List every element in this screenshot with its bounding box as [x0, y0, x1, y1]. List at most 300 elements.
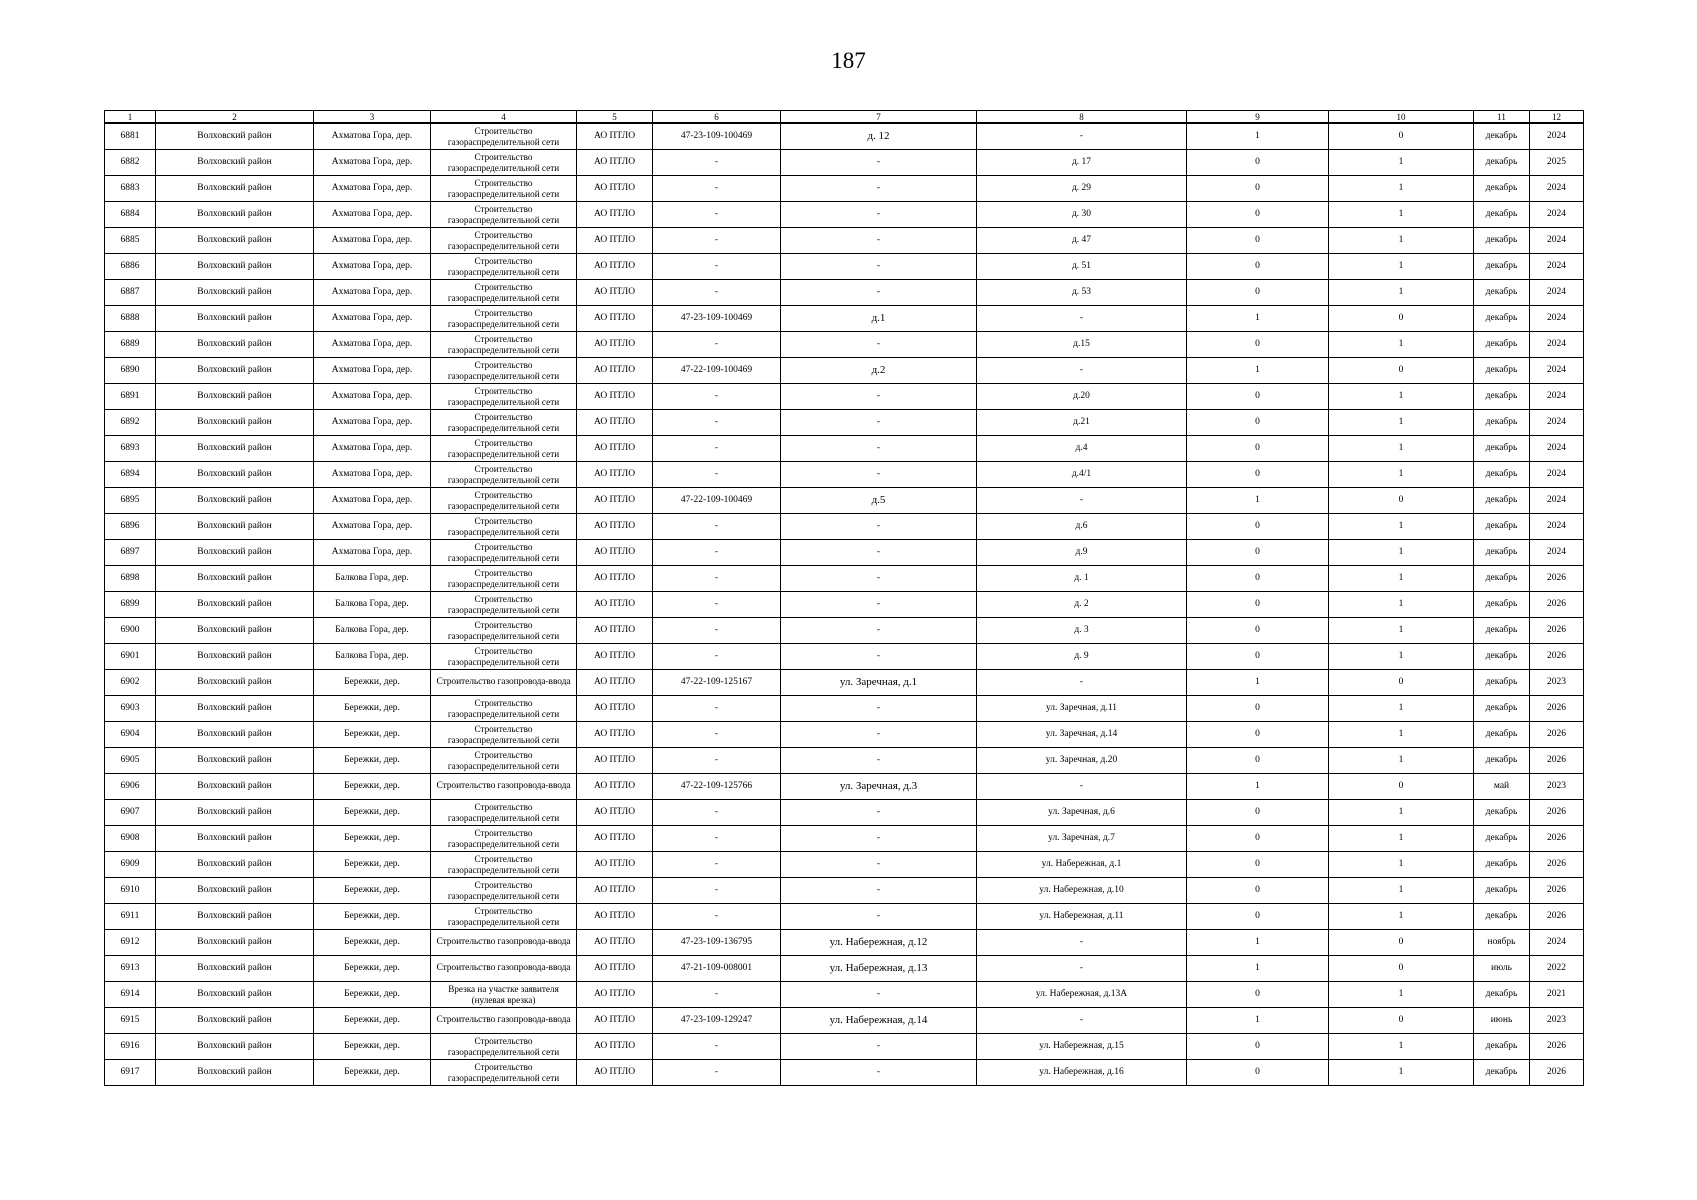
address-existing-cell: -: [781, 852, 977, 878]
column-number-9: 9: [1187, 111, 1329, 124]
organization-cell: АО ПТЛО: [577, 488, 653, 514]
month-cell: декабрь: [1474, 982, 1530, 1008]
address-existing-cell: ул. Набережная, д.14: [781, 1008, 977, 1034]
month-cell: декабрь: [1474, 540, 1530, 566]
application-number-cell: -: [653, 384, 781, 410]
address-existing-cell: ул. Заречная, д.3: [781, 774, 977, 800]
count-planned-cell: 1: [1329, 228, 1474, 254]
settlement-cell: Ахматова Гора, дер.: [314, 384, 431, 410]
district-cell: Волховский район: [156, 748, 314, 774]
address-planned-cell: д.6: [977, 514, 1187, 540]
count-planned-cell: 1: [1329, 540, 1474, 566]
row-number-cell: 6914: [105, 982, 156, 1008]
year-cell: 2024: [1530, 280, 1584, 306]
district-cell: Волховский район: [156, 826, 314, 852]
count-planned-cell: 1: [1329, 982, 1474, 1008]
year-cell: 2026: [1530, 592, 1584, 618]
row-number-cell: 6882: [105, 150, 156, 176]
count-planned-cell: 1: [1329, 618, 1474, 644]
district-cell: Волховский район: [156, 722, 314, 748]
organization-cell: АО ПТЛО: [577, 540, 653, 566]
address-existing-cell: -: [781, 592, 977, 618]
application-number-cell: -: [653, 1060, 781, 1086]
address-existing-cell: -: [781, 800, 977, 826]
count-planned-cell: 0: [1329, 670, 1474, 696]
count-planned-cell: 1: [1329, 722, 1474, 748]
table-row: [105, 358, 1584, 384]
table-row: [105, 774, 1584, 800]
district-cell: Волховский район: [156, 696, 314, 722]
work-type-cell: Строительство газораспределительной сети: [431, 488, 577, 514]
count-existing-cell: 0: [1187, 644, 1329, 670]
table-row: [105, 280, 1584, 306]
table-row: [105, 1008, 1584, 1034]
district-cell: Волховский район: [156, 358, 314, 384]
address-planned-cell: -: [977, 774, 1187, 800]
count-planned-cell: 1: [1329, 384, 1474, 410]
organization-cell: АО ПТЛО: [577, 1060, 653, 1086]
organization-cell: АО ПТЛО: [577, 644, 653, 670]
count-existing-cell: 0: [1187, 748, 1329, 774]
row-number-cell: 6908: [105, 826, 156, 852]
table-row: [105, 904, 1584, 930]
address-planned-cell: ул. Набережная, д.13А: [977, 982, 1187, 1008]
month-cell: декабрь: [1474, 436, 1530, 462]
year-cell: 2026: [1530, 618, 1584, 644]
row-number-cell: 6915: [105, 1008, 156, 1034]
district-cell: Волховский район: [156, 540, 314, 566]
settlement-cell: Бережки, дер.: [314, 956, 431, 982]
table-row: [105, 826, 1584, 852]
address-planned-cell: -: [977, 930, 1187, 956]
work-type-cell: Строительство газопровода-ввода: [431, 1008, 577, 1034]
work-type-cell: Строительство газораспределительной сети: [431, 1060, 577, 1086]
address-existing-cell: -: [781, 696, 977, 722]
settlement-cell: Бережки, дер.: [314, 1008, 431, 1034]
count-existing-cell: 0: [1187, 436, 1329, 462]
address-planned-cell: д. 3: [977, 618, 1187, 644]
address-existing-cell: -: [781, 618, 977, 644]
table-row: [105, 722, 1584, 748]
address-planned-cell: д. 2: [977, 592, 1187, 618]
row-number-cell: 6895: [105, 488, 156, 514]
column-number-1: 1: [105, 111, 156, 124]
organization-cell: АО ПТЛО: [577, 1034, 653, 1060]
month-cell: декабрь: [1474, 592, 1530, 618]
address-planned-cell: -: [977, 670, 1187, 696]
address-planned-cell: д. 53: [977, 280, 1187, 306]
count-planned-cell: 1: [1329, 254, 1474, 280]
column-number-11: 11: [1474, 111, 1530, 124]
month-cell: декабрь: [1474, 410, 1530, 436]
year-cell: 2024: [1530, 384, 1584, 410]
column-number-row: [105, 111, 1584, 124]
work-type-cell: Строительство газораспределительной сети: [431, 150, 577, 176]
settlement-cell: Бережки, дер.: [314, 1034, 431, 1060]
row-number-cell: 6883: [105, 176, 156, 202]
organization-cell: АО ПТЛО: [577, 176, 653, 202]
address-existing-cell: -: [781, 748, 977, 774]
month-cell: декабрь: [1474, 800, 1530, 826]
work-type-cell: Строительство газораспределительной сети: [431, 748, 577, 774]
district-cell: Волховский район: [156, 1060, 314, 1086]
table-row: [105, 670, 1584, 696]
count-existing-cell: 0: [1187, 410, 1329, 436]
application-number-cell: -: [653, 748, 781, 774]
work-type-cell: Строительство газораспределительной сети: [431, 514, 577, 540]
district-cell: Волховский район: [156, 774, 314, 800]
row-number-cell: 6917: [105, 1060, 156, 1086]
address-planned-cell: д. 51: [977, 254, 1187, 280]
work-type-cell: Строительство газораспределительной сети: [431, 826, 577, 852]
month-cell: декабрь: [1474, 566, 1530, 592]
table-row: [105, 150, 1584, 176]
table-row: [105, 540, 1584, 566]
address-existing-cell: ул. Набережная, д.13: [781, 956, 977, 982]
table-row: [105, 800, 1584, 826]
month-cell: декабрь: [1474, 150, 1530, 176]
application-number-cell: 47-22-109-125766: [653, 774, 781, 800]
district-cell: Волховский район: [156, 514, 314, 540]
application-number-cell: -: [653, 176, 781, 202]
organization-cell: АО ПТЛО: [577, 904, 653, 930]
address-existing-cell: -: [781, 436, 977, 462]
count-planned-cell: 1: [1329, 696, 1474, 722]
table-row: [105, 956, 1584, 982]
month-cell: декабрь: [1474, 384, 1530, 410]
row-number-cell: 6899: [105, 592, 156, 618]
settlement-cell: Ахматова Гора, дер.: [314, 540, 431, 566]
address-planned-cell: д. 1: [977, 566, 1187, 592]
address-planned-cell: д.15: [977, 332, 1187, 358]
year-cell: 2024: [1530, 540, 1584, 566]
address-existing-cell: -: [781, 1034, 977, 1060]
count-existing-cell: 1: [1187, 956, 1329, 982]
organization-cell: АО ПТЛО: [577, 956, 653, 982]
work-type-cell: Строительство газораспределительной сети: [431, 878, 577, 904]
settlement-cell: Бережки, дер.: [314, 774, 431, 800]
application-number-cell: -: [653, 800, 781, 826]
work-type-cell: Строительство газораспределительной сети: [431, 358, 577, 384]
address-planned-cell: д. 47: [977, 228, 1187, 254]
district-cell: Волховский район: [156, 150, 314, 176]
settlement-cell: Бережки, дер.: [314, 748, 431, 774]
organization-cell: АО ПТЛО: [577, 592, 653, 618]
settlement-cell: Ахматова Гора, дер.: [314, 228, 431, 254]
column-number-5: 5: [577, 111, 653, 124]
count-planned-cell: 0: [1329, 1008, 1474, 1034]
address-planned-cell: -: [977, 123, 1187, 150]
month-cell: июнь: [1474, 1008, 1530, 1034]
count-existing-cell: 0: [1187, 514, 1329, 540]
settlement-cell: Бережки, дер.: [314, 826, 431, 852]
table-row: [105, 852, 1584, 878]
address-planned-cell: ул. Набережная, д.11: [977, 904, 1187, 930]
count-existing-cell: 0: [1187, 696, 1329, 722]
month-cell: декабрь: [1474, 462, 1530, 488]
year-cell: 2026: [1530, 566, 1584, 592]
month-cell: декабрь: [1474, 722, 1530, 748]
application-number-cell: 47-23-109-129247: [653, 1008, 781, 1034]
year-cell: 2024: [1530, 306, 1584, 332]
count-existing-cell: 1: [1187, 488, 1329, 514]
row-number-cell: 6912: [105, 930, 156, 956]
month-cell: декабрь: [1474, 878, 1530, 904]
work-type-cell: Строительство газораспределительной сети: [431, 306, 577, 332]
table-row: [105, 748, 1584, 774]
application-number-cell: 47-22-109-125167: [653, 670, 781, 696]
application-number-cell: -: [653, 826, 781, 852]
count-existing-cell: 0: [1187, 592, 1329, 618]
month-cell: декабрь: [1474, 826, 1530, 852]
work-type-cell: Строительство газораспределительной сети: [431, 228, 577, 254]
district-cell: Волховский район: [156, 254, 314, 280]
district-cell: Волховский район: [156, 904, 314, 930]
count-planned-cell: 1: [1329, 332, 1474, 358]
address-planned-cell: д. 30: [977, 202, 1187, 228]
count-existing-cell: 0: [1187, 904, 1329, 930]
address-existing-cell: -: [781, 176, 977, 202]
count-planned-cell: 1: [1329, 410, 1474, 436]
district-cell: Волховский район: [156, 488, 314, 514]
count-existing-cell: 0: [1187, 254, 1329, 280]
row-number-cell: 6906: [105, 774, 156, 800]
application-number-cell: -: [653, 436, 781, 462]
year-cell: 2024: [1530, 436, 1584, 462]
application-number-cell: 47-23-109-136795: [653, 930, 781, 956]
row-number-cell: 6888: [105, 306, 156, 332]
month-cell: декабрь: [1474, 696, 1530, 722]
address-existing-cell: -: [781, 462, 977, 488]
organization-cell: АО ПТЛО: [577, 410, 653, 436]
application-number-cell: -: [653, 462, 781, 488]
organization-cell: АО ПТЛО: [577, 254, 653, 280]
count-planned-cell: 1: [1329, 852, 1474, 878]
address-planned-cell: -: [977, 488, 1187, 514]
year-cell: 2024: [1530, 228, 1584, 254]
count-planned-cell: 1: [1329, 748, 1474, 774]
settlement-cell: Ахматова Гора, дер.: [314, 514, 431, 540]
table-row: [105, 332, 1584, 358]
row-number-cell: 6889: [105, 332, 156, 358]
application-number-cell: -: [653, 878, 781, 904]
row-number-cell: 6903: [105, 696, 156, 722]
organization-cell: АО ПТЛО: [577, 306, 653, 332]
column-number-12: 12: [1530, 111, 1584, 124]
row-number-cell: 6881: [105, 123, 156, 150]
district-cell: Волховский район: [156, 228, 314, 254]
address-planned-cell: д. 29: [977, 176, 1187, 202]
organization-cell: АО ПТЛО: [577, 384, 653, 410]
count-planned-cell: 0: [1329, 956, 1474, 982]
application-number-cell: -: [653, 280, 781, 306]
count-planned-cell: 1: [1329, 280, 1474, 306]
application-number-cell: -: [653, 410, 781, 436]
work-type-cell: Строительство газопровода-ввода: [431, 930, 577, 956]
month-cell: декабрь: [1474, 852, 1530, 878]
work-type-cell: Строительство газораспределительной сети: [431, 644, 577, 670]
table-row: [105, 566, 1584, 592]
row-number-cell: 6909: [105, 852, 156, 878]
row-number-cell: 6910: [105, 878, 156, 904]
month-cell: декабрь: [1474, 514, 1530, 540]
address-planned-cell: ул. Заречная, д.6: [977, 800, 1187, 826]
address-planned-cell: д.4/1: [977, 462, 1187, 488]
count-planned-cell: 1: [1329, 176, 1474, 202]
year-cell: 2023: [1530, 670, 1584, 696]
month-cell: декабрь: [1474, 670, 1530, 696]
address-existing-cell: -: [781, 202, 977, 228]
count-existing-cell: 0: [1187, 384, 1329, 410]
application-number-cell: -: [653, 696, 781, 722]
work-type-cell: Строительство газораспределительной сети: [431, 384, 577, 410]
year-cell: 2024: [1530, 462, 1584, 488]
table-row: [105, 592, 1584, 618]
address-existing-cell: ул. Набережная, д.12: [781, 930, 977, 956]
address-planned-cell: д.4: [977, 436, 1187, 462]
month-cell: декабрь: [1474, 254, 1530, 280]
work-type-cell: Строительство газораспределительной сети: [431, 800, 577, 826]
organization-cell: АО ПТЛО: [577, 826, 653, 852]
month-cell: декабрь: [1474, 123, 1530, 150]
address-planned-cell: д. 9: [977, 644, 1187, 670]
month-cell: май: [1474, 774, 1530, 800]
count-existing-cell: 0: [1187, 1060, 1329, 1086]
settlement-cell: Бережки, дер.: [314, 800, 431, 826]
organization-cell: АО ПТЛО: [577, 748, 653, 774]
count-planned-cell: 1: [1329, 1060, 1474, 1086]
count-planned-cell: 1: [1329, 436, 1474, 462]
settlement-cell: Балкова Гора, дер.: [314, 618, 431, 644]
organization-cell: АО ПТЛО: [577, 852, 653, 878]
address-existing-cell: д. 12: [781, 123, 977, 150]
address-existing-cell: -: [781, 982, 977, 1008]
work-type-cell: Строительство газораспределительной сети: [431, 280, 577, 306]
table-row: [105, 436, 1584, 462]
count-planned-cell: 1: [1329, 800, 1474, 826]
application-number-cell: -: [653, 982, 781, 1008]
year-cell: 2026: [1530, 722, 1584, 748]
column-number-7: 7: [781, 111, 977, 124]
settlement-cell: Ахматова Гора, дер.: [314, 123, 431, 150]
count-planned-cell: 1: [1329, 644, 1474, 670]
organization-cell: АО ПТЛО: [577, 228, 653, 254]
address-existing-cell: -: [781, 150, 977, 176]
district-cell: Волховский район: [156, 566, 314, 592]
application-number-cell: -: [653, 852, 781, 878]
address-existing-cell: д.1: [781, 306, 977, 332]
row-number-cell: 6884: [105, 202, 156, 228]
district-cell: Волховский район: [156, 618, 314, 644]
organization-cell: АО ПТЛО: [577, 618, 653, 644]
count-existing-cell: 1: [1187, 774, 1329, 800]
year-cell: 2024: [1530, 332, 1584, 358]
table-row: [105, 228, 1584, 254]
column-number-6: 6: [653, 111, 781, 124]
row-number-cell: 6896: [105, 514, 156, 540]
district-cell: Волховский район: [156, 1008, 314, 1034]
count-planned-cell: 1: [1329, 514, 1474, 540]
organization-cell: АО ПТЛО: [577, 280, 653, 306]
count-planned-cell: 0: [1329, 930, 1474, 956]
count-planned-cell: 1: [1329, 202, 1474, 228]
work-type-cell: Строительство газораспределительной сети: [431, 696, 577, 722]
settlement-cell: Бережки, дер.: [314, 1060, 431, 1086]
settlement-cell: Ахматова Гора, дер.: [314, 436, 431, 462]
district-cell: Волховский район: [156, 306, 314, 332]
district-cell: Волховский район: [156, 176, 314, 202]
settlement-cell: Ахматова Гора, дер.: [314, 254, 431, 280]
table-row: [105, 488, 1584, 514]
row-number-cell: 6911: [105, 904, 156, 930]
year-cell: 2026: [1530, 748, 1584, 774]
count-existing-cell: 0: [1187, 982, 1329, 1008]
row-number-cell: 6904: [105, 722, 156, 748]
column-number-4: 4: [431, 111, 577, 124]
count-planned-cell: 0: [1329, 774, 1474, 800]
district-cell: Волховский район: [156, 384, 314, 410]
address-existing-cell: -: [781, 904, 977, 930]
row-number-cell: 6894: [105, 462, 156, 488]
settlement-cell: Бережки, дер.: [314, 670, 431, 696]
settlement-cell: Ахматова Гора, дер.: [314, 306, 431, 332]
count-existing-cell: 0: [1187, 878, 1329, 904]
organization-cell: АО ПТЛО: [577, 514, 653, 540]
application-number-cell: -: [653, 1034, 781, 1060]
address-existing-cell: -: [781, 1060, 977, 1086]
count-existing-cell: 0: [1187, 826, 1329, 852]
work-type-cell: Строительство газораспределительной сети: [431, 566, 577, 592]
row-number-cell: 6900: [105, 618, 156, 644]
application-number-cell: -: [653, 228, 781, 254]
work-type-cell: Строительство газопровода-ввода: [431, 956, 577, 982]
row-number-cell: 6887: [105, 280, 156, 306]
address-planned-cell: -: [977, 306, 1187, 332]
count-planned-cell: 1: [1329, 462, 1474, 488]
work-type-cell: Строительство газораспределительной сети: [431, 254, 577, 280]
address-existing-cell: -: [781, 540, 977, 566]
settlement-cell: Балкова Гора, дер.: [314, 566, 431, 592]
settlement-cell: Ахматова Гора, дер.: [314, 488, 431, 514]
application-number-cell: -: [653, 332, 781, 358]
count-planned-cell: 1: [1329, 566, 1474, 592]
address-planned-cell: ул. Заречная, д.14: [977, 722, 1187, 748]
count-existing-cell: 1: [1187, 358, 1329, 384]
district-cell: Волховский район: [156, 202, 314, 228]
address-planned-cell: д. 17: [977, 150, 1187, 176]
month-cell: ноябрь: [1474, 930, 1530, 956]
month-cell: декабрь: [1474, 488, 1530, 514]
organization-cell: АО ПТЛО: [577, 800, 653, 826]
application-number-cell: -: [653, 722, 781, 748]
settlement-cell: Ахматова Гора, дер.: [314, 332, 431, 358]
work-type-cell: Строительство газораспределительной сети: [431, 1034, 577, 1060]
address-existing-cell: -: [781, 280, 977, 306]
address-existing-cell: -: [781, 410, 977, 436]
count-existing-cell: 1: [1187, 930, 1329, 956]
settlement-cell: Бережки, дер.: [314, 878, 431, 904]
address-existing-cell: -: [781, 644, 977, 670]
count-planned-cell: 1: [1329, 904, 1474, 930]
district-cell: Волховский район: [156, 852, 314, 878]
organization-cell: АО ПТЛО: [577, 202, 653, 228]
work-type-cell: Строительство газопровода-ввода: [431, 670, 577, 696]
address-planned-cell: ул. Набережная, д.1: [977, 852, 1187, 878]
year-cell: 2024: [1530, 514, 1584, 540]
year-cell: 2024: [1530, 930, 1584, 956]
row-number-cell: 6886: [105, 254, 156, 280]
district-cell: Волховский район: [156, 410, 314, 436]
